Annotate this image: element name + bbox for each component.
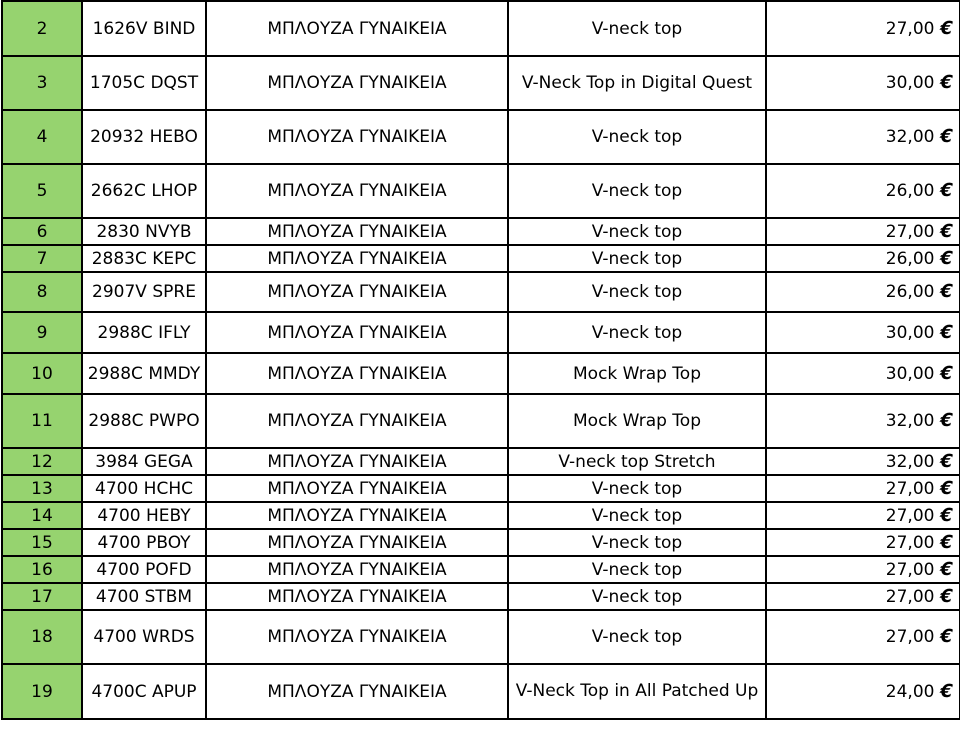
euro-icon: € xyxy=(938,17,956,39)
product-price: 30,00 xyxy=(885,322,935,343)
row-index: 2 xyxy=(2,1,82,56)
table-row xyxy=(2,1,960,56)
product-description: V-neck top xyxy=(508,218,766,245)
product-price: 27,00 xyxy=(885,532,935,553)
euro-icon: € xyxy=(938,626,956,647)
table-row xyxy=(2,56,960,110)
product-category: ΜΠΛΟΥΖΑ ΓΥΝΑΙΚΕΙΑ xyxy=(206,475,508,502)
product-price: 27,00 xyxy=(885,559,935,580)
euro-icon: € xyxy=(938,321,956,343)
table-row xyxy=(2,556,960,583)
product-table-body xyxy=(2,1,960,719)
table-row xyxy=(2,164,960,218)
euro-icon: € xyxy=(938,220,956,242)
product-category: ΜΠΛΟΥΖΑ ΓΥΝΑΙΚΕΙΑ xyxy=(206,1,508,56)
product-price-cell xyxy=(766,394,960,448)
product-category: ΜΠΛΟΥΖΑ ΓΥΝΑΙΚΕΙΑ xyxy=(206,245,508,272)
euro-icon: € xyxy=(938,504,956,526)
product-price: 30,00 xyxy=(885,73,935,93)
product-price-cell xyxy=(766,56,960,110)
product-category: ΜΠΛΟΥΖΑ ΓΥΝΑΙΚΕΙΑ xyxy=(206,353,508,394)
product-price-cell xyxy=(766,475,960,502)
row-index: 5 xyxy=(2,164,82,218)
product-price: 26,00 xyxy=(885,248,935,269)
euro-icon: € xyxy=(938,180,956,201)
product-code: 4700 HCHC xyxy=(82,475,206,502)
euro-icon: € xyxy=(938,362,956,384)
product-price-cell xyxy=(766,556,960,583)
product-category: ΜΠΛΟΥΖΑ ΓΥΝΑΙΚΕΙΑ xyxy=(206,312,508,353)
euro-icon: € xyxy=(938,680,956,702)
product-description: V-neck top xyxy=(508,245,766,272)
product-category: ΜΠΛΟΥΖΑ ΓΥΝΑΙΚΕΙΑ xyxy=(206,502,508,529)
product-price: 27,00 xyxy=(885,627,935,647)
row-index: 9 xyxy=(2,312,82,353)
product-description: V-neck top Stretch xyxy=(508,448,766,475)
table-row xyxy=(2,394,960,448)
product-description: V-neck top xyxy=(508,312,766,353)
euro-icon: € xyxy=(938,281,956,302)
product-code: 4700 POFD xyxy=(82,556,206,583)
product-code: 2988C IFLY xyxy=(82,312,206,353)
product-price-cell xyxy=(766,110,960,164)
row-index: 18 xyxy=(2,610,82,664)
euro-icon: € xyxy=(938,410,956,431)
row-index: 10 xyxy=(2,353,82,394)
product-code: 2988C MMDY xyxy=(82,353,206,394)
row-index: 6 xyxy=(2,218,82,245)
product-price: 32,00 xyxy=(885,411,935,431)
row-index: 3 xyxy=(2,56,82,110)
row-index: 13 xyxy=(2,475,82,502)
product-description: V-neck top xyxy=(508,502,766,529)
product-price-cell xyxy=(766,272,960,312)
product-description: V-neck top xyxy=(508,583,766,610)
product-price-cell xyxy=(766,502,960,529)
product-description: V-neck top xyxy=(508,164,766,218)
product-price-cell xyxy=(766,610,960,664)
euro-icon: € xyxy=(938,247,956,269)
product-category: ΜΠΛΟΥΖΑ ΓΥΝΑΙΚΕΙΑ xyxy=(206,272,508,312)
product-description: Mock Wrap Top xyxy=(508,394,766,448)
table-row xyxy=(2,272,960,312)
row-index: 8 xyxy=(2,272,82,312)
product-code: 2830 NVYB xyxy=(82,218,206,245)
row-index: 4 xyxy=(2,110,82,164)
product-code: 2988C PWPO xyxy=(82,394,206,448)
product-price-cell xyxy=(766,164,960,218)
table-row xyxy=(2,110,960,164)
product-price: 32,00 xyxy=(885,127,935,147)
product-description: V-neck top xyxy=(508,110,766,164)
euro-icon: € xyxy=(938,126,956,147)
table-row xyxy=(2,475,960,502)
product-description: V-Neck Top in Digital Quest xyxy=(508,56,766,110)
product-price: 32,00 xyxy=(885,451,935,472)
product-code: 4700 STBM xyxy=(82,583,206,610)
table-row xyxy=(2,218,960,245)
product-code: 4700C APUP xyxy=(82,664,206,719)
row-index: 17 xyxy=(2,583,82,610)
product-category: ΜΠΛΟΥΖΑ ΓΥΝΑΙΚΕΙΑ xyxy=(206,529,508,556)
table-row xyxy=(2,502,960,529)
row-index: 19 xyxy=(2,664,82,719)
product-code: 2907V SPRE xyxy=(82,272,206,312)
product-description: V-neck top xyxy=(508,475,766,502)
euro-icon: € xyxy=(938,558,956,580)
product-description: Mock Wrap Top xyxy=(508,353,766,394)
product-category: ΜΠΛΟΥΖΑ ΓΥΝΑΙΚΕΙΑ xyxy=(206,610,508,664)
product-category: ΜΠΛΟΥΖΑ ΓΥΝΑΙΚΕΙΑ xyxy=(206,448,508,475)
table-row xyxy=(2,353,960,394)
product-code: 4700 PBOY xyxy=(82,529,206,556)
euro-icon: € xyxy=(938,72,956,93)
product-category: ΜΠΛΟΥΖΑ ΓΥΝΑΙΚΕΙΑ xyxy=(206,56,508,110)
product-description: V-neck top xyxy=(508,1,766,56)
product-category: ΜΠΛΟΥΖΑ ΓΥΝΑΙΚΕΙΑ xyxy=(206,218,508,245)
product-price: 27,00 xyxy=(885,505,935,526)
table-row xyxy=(2,664,960,719)
product-price: 26,00 xyxy=(885,181,935,201)
euro-icon: € xyxy=(938,585,956,607)
product-price-cell xyxy=(766,583,960,610)
table-row xyxy=(2,245,960,272)
table-row xyxy=(2,583,960,610)
product-price-cell xyxy=(766,529,960,556)
product-category: ΜΠΛΟΥΖΑ ΓΥΝΑΙΚΕΙΑ xyxy=(206,556,508,583)
product-price: 27,00 xyxy=(885,221,935,242)
product-price-cell xyxy=(766,664,960,719)
product-price-cell xyxy=(766,1,960,56)
product-category: ΜΠΛΟΥΖΑ ΓΥΝΑΙΚΕΙΑ xyxy=(206,164,508,218)
product-code: 4700 WRDS xyxy=(82,610,206,664)
product-description: V-neck top xyxy=(508,272,766,312)
product-price: 30,00 xyxy=(885,363,935,384)
row-index: 14 xyxy=(2,502,82,529)
product-price: 26,00 xyxy=(885,282,935,302)
product-table xyxy=(1,0,960,720)
product-price-cell xyxy=(766,218,960,245)
product-price-cell xyxy=(766,448,960,475)
table-row xyxy=(2,312,960,353)
product-category: ΜΠΛΟΥΖΑ ΓΥΝΑΙΚΕΙΑ xyxy=(206,110,508,164)
table-row xyxy=(2,610,960,664)
product-price: 27,00 xyxy=(885,586,935,607)
product-description: V-neck top xyxy=(508,529,766,556)
product-category: ΜΠΛΟΥΖΑ ΓΥΝΑΙΚΕΙΑ xyxy=(206,664,508,719)
table-row xyxy=(2,448,960,475)
euro-icon: € xyxy=(938,531,956,553)
product-code: 2662C LHOP xyxy=(82,164,206,218)
product-code: 3984 GEGA xyxy=(82,448,206,475)
product-price-cell xyxy=(766,312,960,353)
row-index: 12 xyxy=(2,448,82,475)
product-price: 24,00 xyxy=(885,681,935,702)
product-code: 20932 HEBO xyxy=(82,110,206,164)
row-index: 7 xyxy=(2,245,82,272)
product-code: 4700 HEBY xyxy=(82,502,206,529)
euro-icon: € xyxy=(938,477,956,499)
product-price-cell xyxy=(766,353,960,394)
product-description: V-neck top xyxy=(508,610,766,664)
product-category: ΜΠΛΟΥΖΑ ΓΥΝΑΙΚΕΙΑ xyxy=(206,394,508,448)
product-description: V-neck top xyxy=(508,556,766,583)
row-index: 11 xyxy=(2,394,82,448)
product-code: 2883C KEPC xyxy=(82,245,206,272)
product-price: 27,00 xyxy=(885,18,935,39)
row-index: 15 xyxy=(2,529,82,556)
euro-icon: € xyxy=(938,450,956,472)
row-index: 16 xyxy=(2,556,82,583)
product-code: 1626V BIND xyxy=(82,1,206,56)
product-price: 27,00 xyxy=(885,478,935,499)
product-price-cell xyxy=(766,245,960,272)
table-row xyxy=(2,529,960,556)
product-code: 1705C DQST xyxy=(82,56,206,110)
product-category: ΜΠΛΟΥΖΑ ΓΥΝΑΙΚΕΙΑ xyxy=(206,583,508,610)
product-description: V-Neck Top in All Patched Up xyxy=(508,664,766,719)
